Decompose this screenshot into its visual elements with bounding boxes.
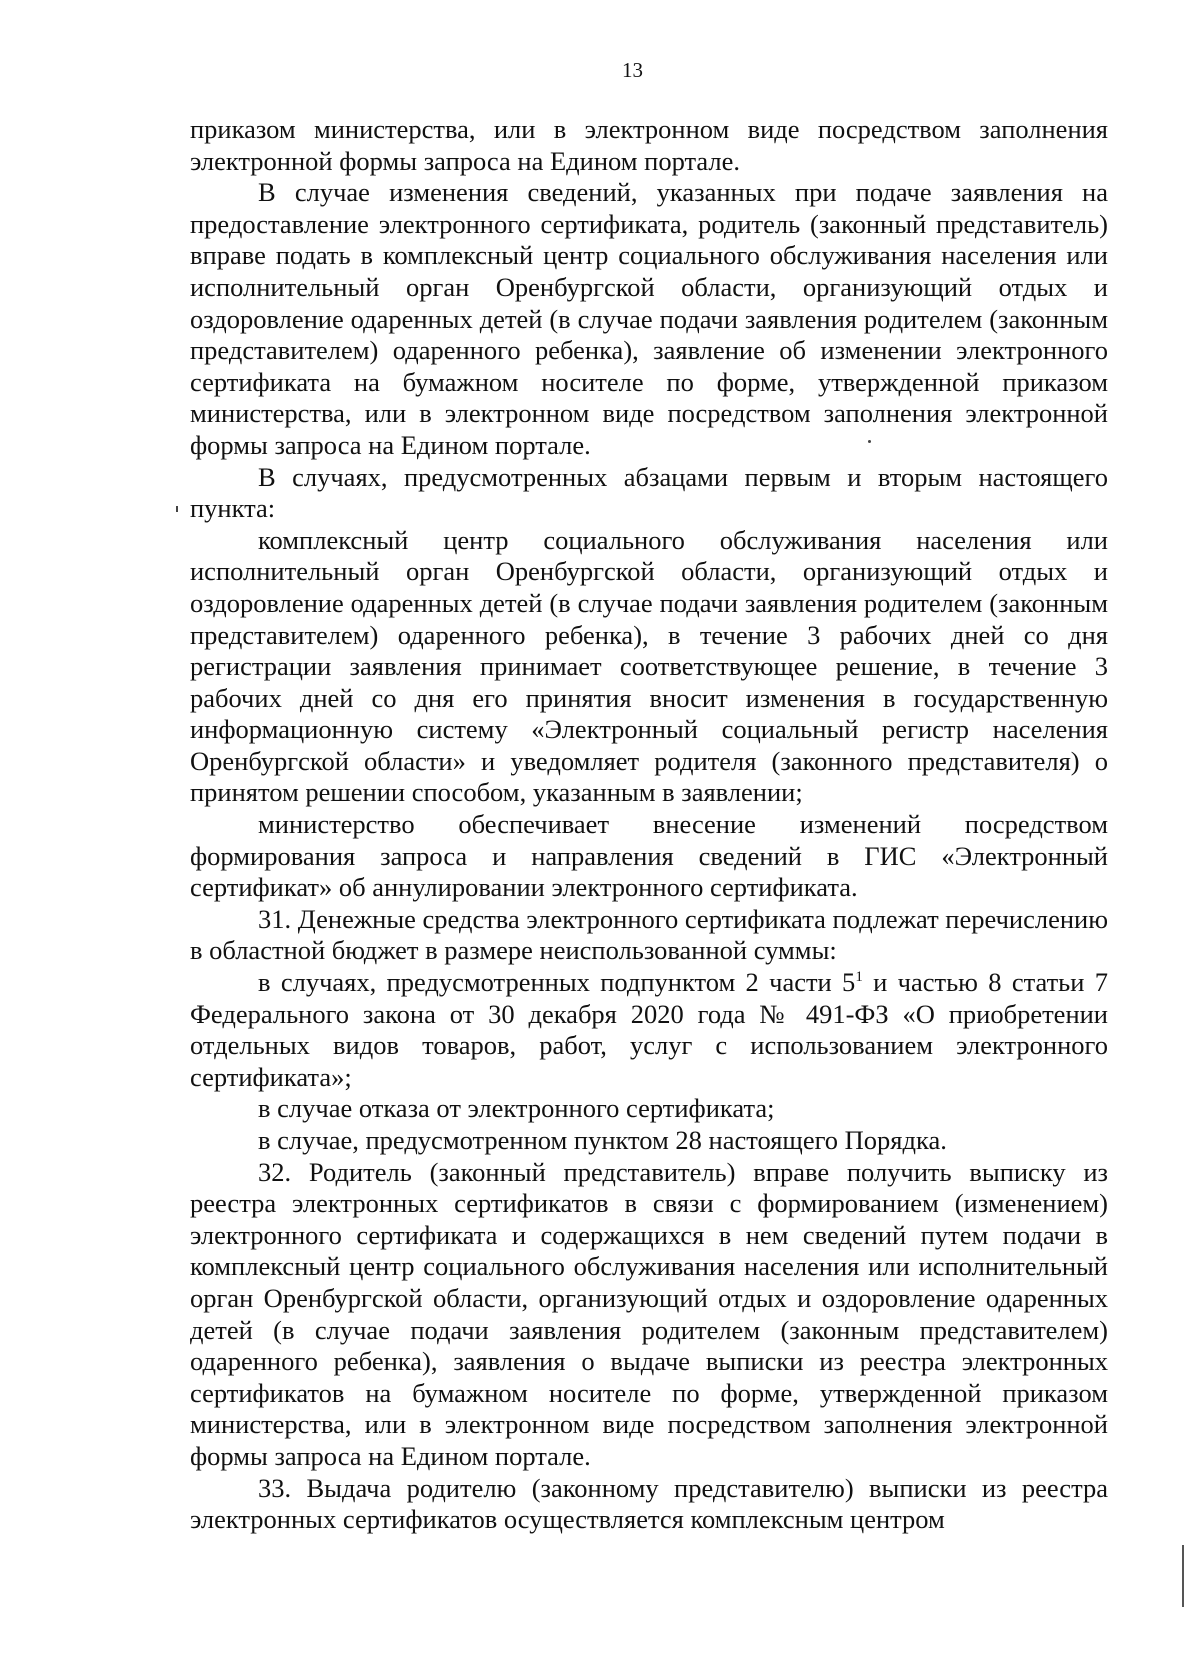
paragraph-change-of-info: В случае изменения сведений, указанных при подаче заявления на предоставление электронного сертификата, родитель (законный представитель) вправе подать в комплексный центр социального обслуживания населения или исполнительный орган Оренбургской области, организующий отдых и оздоровление одаренных детей (в случае подачи заявления родителем (законным представителем) одаренного ребенка), заявление об изменении электронного сертификата на бумажном носителе по форме, утвержденной приказом министерства, или в электронном виде посредством заполнения электронной формы запроса на Едином портале. [190,177,1108,460]
scan-speck [868,440,871,443]
superscript: 1 [855,969,863,986]
paragraph-item-31-case-refusal: в случае отказа от электронного сертификата; [258,1093,775,1124]
scan-speck [176,506,178,512]
page-number: 13 [622,58,643,82]
paragraph-item-33: 33. Выдача родителю (законному представителю) выписки из реестра электронных сертификатов осуществляется комплексным центром [190,1472,1108,1535]
paragraph-item-32: 32. Родитель (законный представитель) вправе получить выписку из реестра электронных сертификатов в связи с формированием (изменением) электронного сертификата и содержащихся в нем сведений путем подачи в комплексный центр социального обслуживания населения или исполнительный орган Оренбургской области, организующий отдых и оздоровление одаренных детей (в случае подачи заявления родителем (законным представителем) одаренного ребенка), заявления о выдаче выписки из реестра электронных сертификатов на бумажном носителе по форме, утвержденной приказом министерства, или в электронном виде посредством заполнения электронной формы запроса на Едином портале. [190,1156,1108,1471]
paragraph-text-after-sup: и частью 8 статьи 7 Федерального закона от 30 декабря 2020 года № 491-ФЗ «О приобретении отдельных видов товаров, работ, услуг с использованием электронного сертификата»; [190,967,1108,1092]
paragraph-cases-intro: В случаях, предусмотренных абзацами первым и вторым настоящего пункта: [190,461,1108,524]
paragraph-item-31-case-law [190,967,1108,1093]
paragraph-item-31-case-28: в случае, предусмотренном пунктом 28 настоящего Порядка. [258,1125,947,1155]
paragraph-item-31: 31. Денежные средства электронного сертификата подлежат перечислению в областной бюджет в размере неиспользованной суммы: [190,903,1108,966]
paragraph-continuation: приказом министерства, или в электронном виде посредством заполнения электронной формы запроса на Едином портале. [190,114,1108,176]
paragraph-text-before-sup: в случаях, предусмотренных подпунктом 2 части 5 [258,967,856,998]
paragraph-ministry-actions: министерство обеспечивает внесение изменений посредством формирования запроса и направления сведений в ГИС «Электронный сертификат» об аннулировании электронного сертификата. [190,809,1108,903]
document-body [190,114,1108,1536]
scan-margin-mark [1182,1545,1184,1607]
paragraph-center-actions: комплексный центр социального обслуживания населения или исполнительный орган Оренбургской области, организующий отдых и оздоровление одаренных детей (в случае подачи заявления родителем (законным представителем) одаренного ребенка), в течение 3 рабочих дней со дня регистрации заявления принимает соответствующее решение, в течение 3 рабочих дней со дня его принятия вносит изменения в государственную информационную систему «Электронный социальный регистр населения Оренбургской области» и уведомляет родителя (законного представителя) о принятом решении способом, указанным в заявлении; [190,524,1108,808]
